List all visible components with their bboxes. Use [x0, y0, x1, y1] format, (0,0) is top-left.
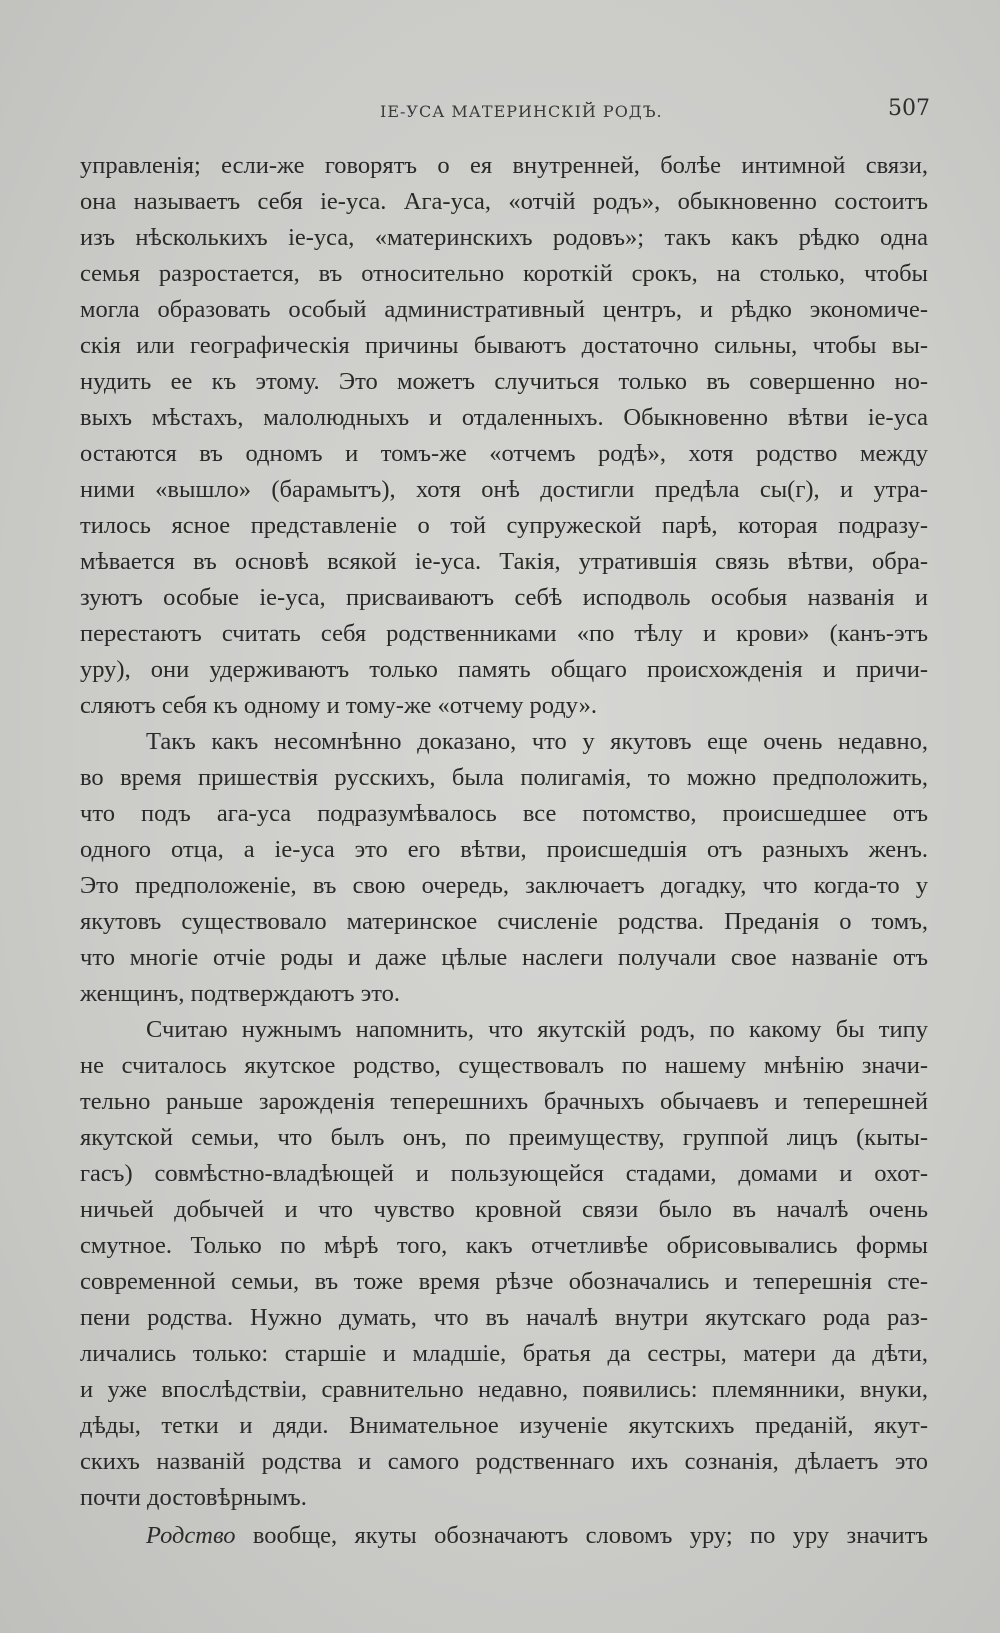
text-line: перестаютъ считать себя родственниками «по тѣлу и крови» (канъ-этъ — [80, 620, 928, 647]
text-line: во время пришествія русскихъ, была полигамія, то можно предположить, — [80, 764, 928, 791]
text-line: ничьей добычей и что чувство кровной связи было въ началѣ очень — [80, 1196, 928, 1223]
paragraph-1 — [80, 148, 928, 724]
text-line: гасъ) совмѣстно-владѣющей и пользующейся стадами, домами и охот- — [80, 1160, 928, 1187]
text-line: уру), они удерживаютъ только память общаго происхожденія и причи- — [80, 656, 928, 683]
body-text — [80, 148, 928, 1556]
text-line: личались только: старшіе и младшіе, братья да сестры, матери да дѣти, — [80, 1340, 928, 1367]
text-line: якутовъ существовало материнское счисленіе родства. Преданія о томъ, — [80, 908, 928, 935]
paragraph-4-first-line — [80, 1516, 928, 1556]
text-line: выхъ мѣстахъ, малолюдныхъ и отдаленныхъ. Обыкновенно вѣтви іе-уса — [80, 404, 928, 431]
text-line: женщинъ, подтверждаютъ это. — [80, 980, 400, 1007]
text-line: современной семьи, въ тоже время рѣзче обозначались и теперешнія сте- — [80, 1268, 928, 1295]
text-line: Такъ какъ несомнѣнно доказано, что у якутовъ еще очень недавно, — [146, 728, 928, 755]
text-line: почти достовѣрнымъ. — [80, 1484, 307, 1511]
paragraph-3 — [80, 1012, 928, 1516]
text-line: и уже впослѣдствіи, сравнительно недавно, появились: племянники, внуки, — [80, 1376, 928, 1403]
text-line: зуютъ особые іе-уса, присваиваютъ себѣ исподволь особыя названія и — [80, 584, 928, 611]
text-line: изъ нѣсколькихъ іе-уса, «материнскихъ родовъ»; такъ какъ рѣдко одна — [80, 224, 928, 251]
text-line: не считалось якутское родство, существовалъ по нашему мнѣнію значи- — [80, 1052, 928, 1079]
text-line: скихъ названій родства и самого родственнаго ихъ сознанія, дѣлаетъ это — [80, 1448, 928, 1475]
text-line: остаются въ одномъ и томъ-же «отчемъ родѣ», хотя родство между — [80, 440, 928, 467]
text-line: сляютъ себя къ одному и тому-же «отчему роду». — [80, 692, 598, 719]
running-title: ІЕ-УСА МАТЕРИНСКІЙ РОДЪ. — [380, 102, 663, 121]
text-line-rest: вообще, якуты обозначаютъ словомъ уру; по уру значитъ — [252, 1522, 929, 1549]
text-line: управленія; если-же говорятъ о ея внутренней, болѣе интимной связи, — [80, 152, 928, 179]
text-line: ними «вышло» (барамытъ), хотя онѣ достигли предѣла сы(г), и утра- — [80, 476, 928, 503]
text-line: одного отца, а іе-уса это его вѣтви, происшедшія отъ разныхъ женъ. — [80, 836, 928, 863]
italic-term: Родство — [146, 1522, 236, 1549]
text-line: Считаю нужнымъ напомнить, что якутскій родъ, по какому бы типу — [146, 1016, 928, 1043]
page-number: 507 — [888, 96, 930, 121]
text-line: Это предположеніе, въ свою очередь, заключаетъ догадку, что когда-то у — [80, 872, 928, 899]
text-line: пени родства. Нужно думать, что въ началѣ внутри якутскаго рода раз- — [80, 1304, 928, 1331]
text-line: что многіе отчіе роды и даже цѣлые наслеги получали свое названіе отъ — [80, 944, 928, 971]
text-line: что подъ ага-уса подразумѣвалось все потомство, происшедшее отъ — [80, 800, 928, 827]
text-line: мѣвается въ основѣ всякой іе-уса. Такія, утратившія связь вѣтви, обра- — [80, 548, 928, 575]
text-line: дѣды, тетки и дяди. Внимательное изученіе якутскихъ преданій, якут- — [80, 1412, 928, 1439]
text-line: нудить ее къ этому. Это можетъ случиться только въ совершенно но- — [80, 368, 928, 395]
text-line: тилось ясное представленіе о той супружеской парѣ, которая подразу- — [80, 512, 928, 539]
paragraph-2 — [80, 724, 928, 1012]
text-line: якутской семьи, что былъ онъ, по преимуществу, группой лицъ (кыты- — [80, 1124, 928, 1151]
text-line: семья разростается, въ относительно короткій срокъ, на столько, чтобы — [80, 260, 928, 287]
running-header — [0, 96, 1000, 126]
text-line: она называетъ себя іе-уса. Ага-уса, «отчій родъ», обыкновенно состоитъ — [80, 188, 928, 215]
text-line: могла образовать особый административный центръ, и рѣдко экономиче- — [80, 296, 928, 323]
text-line: смутное. Только по мѣрѣ того, какъ отчетливѣе обрисовывались формы — [80, 1232, 928, 1259]
text-line: скія или географическія причины бываютъ достаточно сильны, чтобы вы- — [80, 332, 928, 359]
text-line: тельно раньше зарожденія теперешнихъ брачныхъ обычаевъ и теперешней — [80, 1088, 928, 1115]
